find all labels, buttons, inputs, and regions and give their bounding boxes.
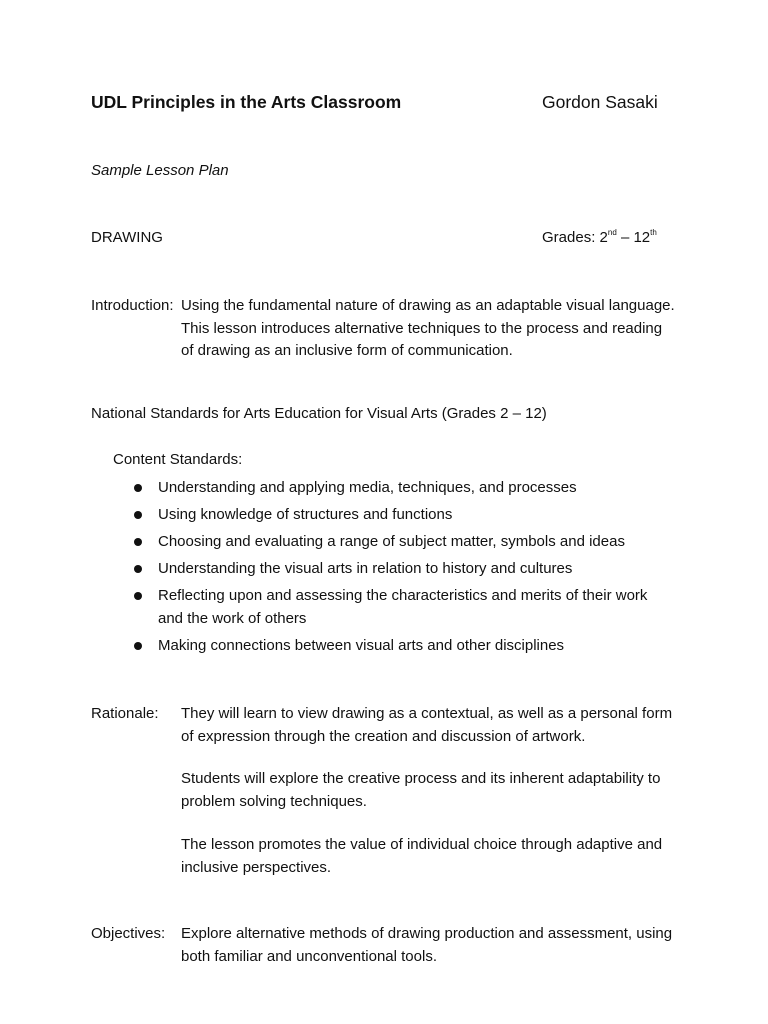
- grades-label: [542, 229, 657, 246]
- document-subtitle: Sample Lesson Plan: [91, 162, 229, 179]
- rationale-label: Rationale:: [91, 705, 159, 722]
- list-item-text: Choosing and evaluating a range of subject matter, symbols and ideas: [158, 533, 625, 550]
- introduction-line: Using the fundamental nature of drawing as an adaptable visual language.: [181, 297, 675, 314]
- introduction-label: Introduction:: [91, 297, 174, 314]
- grades-separator: – 12: [616, 229, 651, 246]
- bullet-icon: [134, 642, 142, 650]
- content-standards-list: [133, 476, 647, 661]
- list-item-text: Making connections between visual arts and other disciplines: [158, 637, 565, 654]
- objectives-line: both familiar and unconventional tools.: [181, 947, 437, 965]
- rationale-paragraph: [181, 768, 660, 813]
- subject-label: DRAWING: [91, 229, 163, 246]
- content-standards-heading: Content Standards:: [113, 451, 243, 468]
- list-item: [133, 584, 647, 630]
- rationale-line: problem solving techniques.: [181, 792, 367, 810]
- grades-start-suffix: nd: [607, 228, 617, 237]
- grades-end-suffix: th: [650, 228, 657, 237]
- list-item-text: Using knowledge of structures and functions: [158, 506, 453, 523]
- list-item-text: Reflecting upon and assessing the characteristics and merits of their work: [158, 587, 648, 604]
- introduction-line: of drawing as an inclusive form of communication.: [181, 342, 513, 359]
- rationale-paragraph: [181, 834, 662, 879]
- rationale-paragraph: [181, 703, 672, 748]
- rationale-line: The lesson promotes the value of individual choice through adaptive and: [181, 836, 663, 853]
- objectives-label: Objectives:: [91, 925, 166, 942]
- author-name: Gordon Sasaki: [542, 92, 658, 112]
- list-item: [133, 530, 647, 553]
- grades-start: Grades: 2: [542, 229, 608, 246]
- rationale-line: Students will explore the creative process and its inherent adaptability to: [181, 770, 661, 787]
- bullet-icon: [134, 565, 142, 573]
- list-item-text: and the work of others: [158, 610, 307, 627]
- bullet-icon: [134, 592, 142, 600]
- rationale-line: They will learn to view drawing as a contextual, as well as a personal form: [181, 705, 673, 722]
- introduction-text: [181, 295, 675, 363]
- bullet-icon: [134, 511, 142, 519]
- list-item: [133, 476, 647, 499]
- list-item: [133, 503, 647, 526]
- rationale-line: of expression through the creation and discussion of artwork.: [181, 727, 586, 745]
- bullet-icon: [134, 484, 142, 492]
- national-standards-heading: National Standards for Arts Education for Visual Arts (Grades 2 – 12): [91, 405, 547, 422]
- rationale-line: inclusive perspectives.: [181, 858, 332, 876]
- list-item-text: Understanding and applying media, techniques, and processes: [158, 479, 577, 496]
- bullet-icon: [134, 538, 142, 546]
- list-item: [133, 634, 647, 657]
- list-item-text: Understanding the visual arts in relation to history and cultures: [158, 560, 573, 577]
- introduction-line: This lesson introduces alternative techniques to the process and reading: [181, 319, 663, 337]
- objectives-text: [181, 923, 672, 968]
- document-title: UDL Principles in the Arts Classroom: [91, 92, 402, 112]
- objectives-line: Explore alternative methods of drawing production and assessment, using: [181, 925, 673, 942]
- list-item: [133, 557, 647, 580]
